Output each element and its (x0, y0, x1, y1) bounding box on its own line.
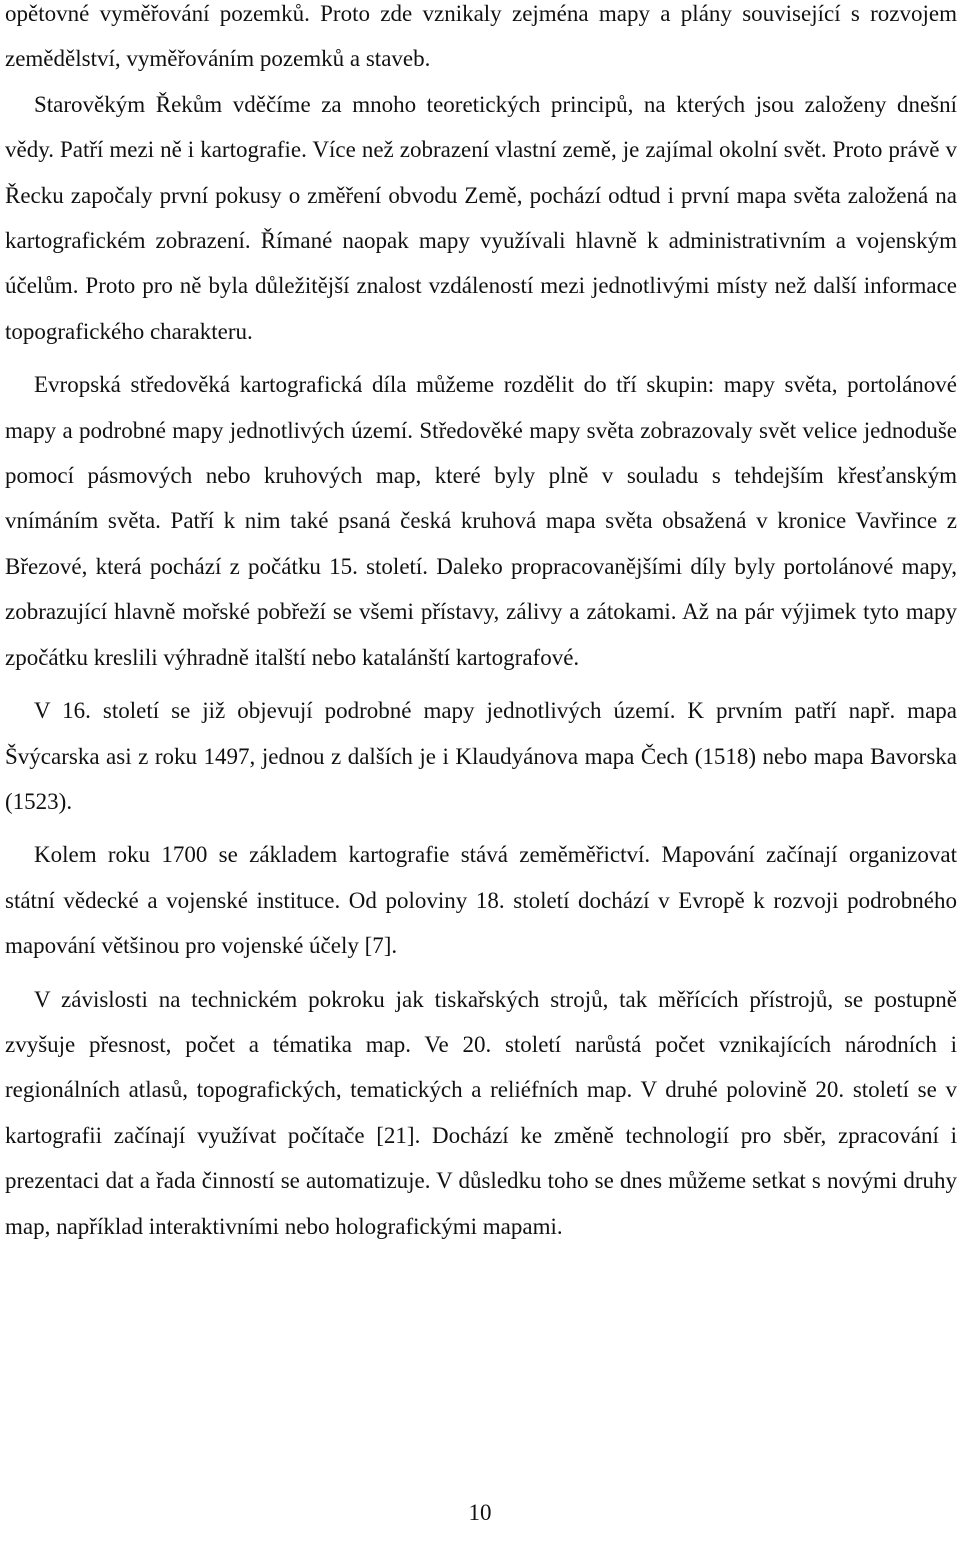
body-text (5, 0, 957, 1249)
paragraph-1700-surveying: Kolem roku 1700 se základem kartografie stává zeměměřictví. Mapování začínají organizovat státní vědecké a vojenské instituce. Od poloviny 18. století dochází v Evropě k rozvoji podrobného mapování většinou pro vojenské účely [7]. (5, 842, 957, 959)
paragraph-medieval-cartography: Evropská středověká kartografická díla můžeme rozdělit do tří skupin: mapy světa, portolánové mapy a podrobné mapy jednotlivých území. Středověké mapy světa zobrazovaly svět velice jednoduše pomocí pásmových nebo kruhových map, které byly plně v souladu s tehdejším křesťanským vnímáním světa. Patří k nim také psaná česká kruhová mapa světa obsažená v kronice Vavřince z Březové, která pochází z počátku 15. století. Daleko propracovanějšími díly byly portolánové mapy, zobrazující hlavně mořské pobřeží se všemi přístavy, zálivy a zátokami. Až na pár výjimek tyto mapy zpočátku kreslili výhradně italští nebo katalánští kartografové. (5, 372, 957, 670)
paragraph-continuation: opětovné vyměřování pozemků. Proto zde vznikaly zejména mapy a plány související s rozvojem zemědělství, vyměřováním pozemků a staveb. (5, 1, 957, 72)
paragraph-ancient-greece-rome: Starověkým Řekům vděčíme za mnoho teoretických principů, na kterých jsou založeny dnešní vědy. Patří mezi ně i kartografie. Více než zobrazení vlastní země, je zajímal okolní svět. Proto právě v Řecku započaly první pokusy o změření obvodu Země, pochází odtud i první mapa světa založená na kartografickém zobrazení. Římané naopak mapy využívali hlavně k administrativním a vojenským účelům. Proto pro ně byla důležitější znalost vzdáleností mezi jednotlivými místy než další informace topografického charakteru. (5, 91, 957, 344)
paragraph-20th-century: V závislosti na technickém pokroku jak tiskařských strojů, tak měřících přístrojů, se postupně zvyšuje přesnost, počet a tématika map. Ve 20. století narůstá počet vznikajících národních i regionálních atlasů, topografických, tematických a reliéfních map. V druhé polovině 20. století se v kartografii začínají využívat počítače [21]. Dochází ke změně technologií pro sběr, zpracování i prezentaci dat a řada činností se automatizuje. V důsledku toho se dnes můžeme setkat s novými druhy map, například interaktivními nebo holografickými mapami. (5, 986, 957, 1239)
page-number: 10 (468, 1500, 492, 1525)
paragraph-16th-century: V 16. století se již objevují podrobné mapy jednotlivých území. K prvním patří např. mapa Švýcarska asi z roku 1497, jednou z dalších je i Klaudyánova mapa Čech (1518) nebo mapa Bavorska (1523). (5, 698, 957, 814)
